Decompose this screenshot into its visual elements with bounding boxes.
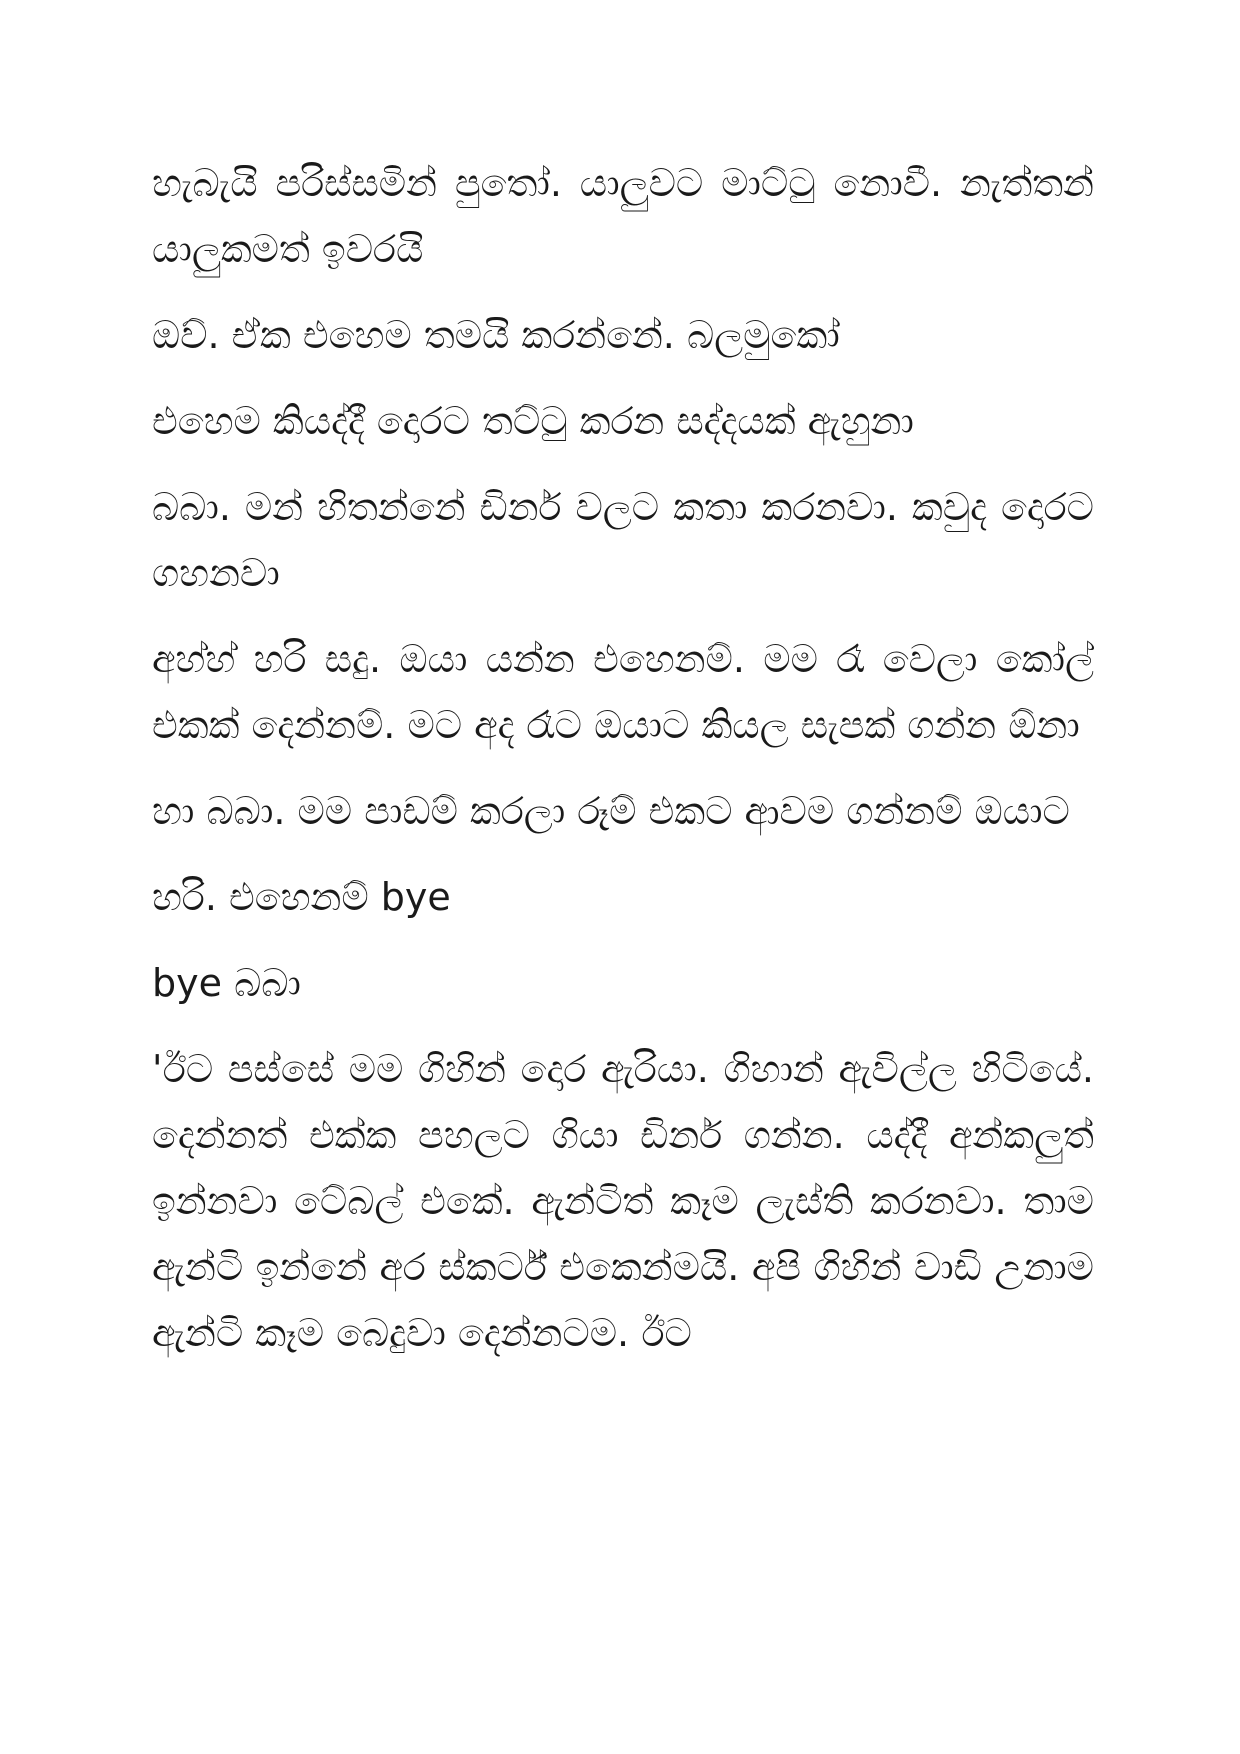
paragraph-8: bye බබා (152, 961, 301, 1005)
paragraph-2: ඔව්. ඒක එහෙම තමයි කරන්නේ. බලමුකෝ (152, 313, 840, 357)
document-page (152, 150, 1094, 1386)
paragraph-6: හා බබා. මම පාඩම් කරලා රූම් එකට ආවම ගන්නම් ඔයාට (152, 789, 1070, 833)
paragraph-3: එහෙම කියද්දී දොරට තට්ටු කරන සද්දයක් ඇහුනා (152, 399, 914, 443)
paragraph-7: හරි. එහෙනම් bye (152, 875, 451, 919)
paragraph-9: 'ඊට පස්සේ මම ගිහින් දොර ඇරියා. ගිහාන් ඇවිල්ල හිටියේ. දෙන්නත් එක්ක පහලට ගියා ඩිනර් ගන්න. යද්දී අන්කලුත් ඉන්නවා ටේබල් එකේ. ඇන්ටිත් කෑම ලැස්ති කරනවා. තාම ඇන්ටි ඉන්නේ අර ස්කර්ට් එකෙන්මයි. අපි ගිහින් වාඩි උනාම ඇන්ටි කෑම බෙදුවා දෙන්නටම. ඊට (152, 1047, 1094, 1355)
paragraph-4: බබා. මන් හිතන්නේ ඩිනර් වලට කතා කරනවා. කවුද දොරට ගහනවා (152, 485, 1094, 595)
paragraph-1: හැබැයි පරිස්සමින් පුතෝ. යාලුවට මාට්ටු නොවී. නැත්තන් යාලුකමත් ඉවරයි (152, 161, 1094, 271)
paragraph-5: අහ්හ් හරි සදු. ඔයා යන්න එහෙනම්. මම රෑ වෙලා කෝල් එකක් දෙන්නම්. මට අද රෑට ඔයාට කියල සැපක් ගන්න ඕනා (152, 637, 1094, 747)
